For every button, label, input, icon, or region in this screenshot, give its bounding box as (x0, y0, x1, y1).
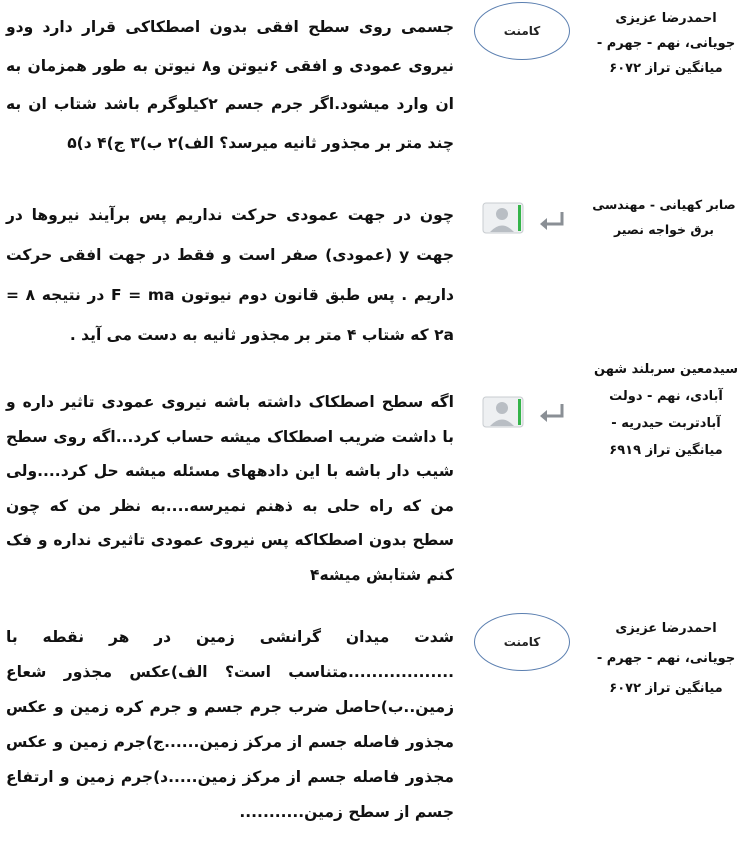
comment-text: چون در جهت عمودی حرکت نداریم پس برآیند نیروها در جهت y (عمودی) صفر است و فقط در جهت افقی حرکت داریم . پس طبق قانون دوم نیوتون F = ma در نتیجه ۸ = ۲a که شتاب ۴ متر بر مجذور ثانیه به دست می آید . (6, 206, 454, 344)
comment-text: جسمی روی سطح افقی بدون اصطکاکی قرار دارد ودو نیروی عمودی و افقی ۶نیوتن و۸ نیوتن به طور همزمان به ان وارد میشود.اگر جرم جسم ۲کیلوگرم باشد شتاب ان به چند متر بر مجذور ثانیه میرسد؟ الف)۲ ب)۳ ج)۴ د)۵ (6, 18, 454, 152)
comment-button[interactable]: کامنت (474, 2, 570, 60)
comment-author: احمدرضا عزیزی جویانی، نهم - جهرم - میانگین تراز ۶۰۷۲ (596, 11, 736, 76)
user-avatar-icon[interactable] (482, 396, 524, 428)
comment-author: صابر کهیانی - مهندسی برق خواجه نصیر (592, 197, 736, 237)
reply-arrow-icon[interactable] (536, 210, 566, 232)
comment-text: شدت میدان گرانشی زمین در هر نقطه با ..................متناسب است؟ الف)عکس مجذور شعاع زمین..ب)حاصل ضرب جرم جسم و جرم کره زمین و عکس مجذور فاصله جسم از مرکز زمین......ج)جرم زمین و عکس مجذور فاصله جسم از مرکز زمین.....د)جرم زمین و ارتفاع جسم از سطح زمین........... (6, 628, 454, 821)
comment-button[interactable]: کامنت (474, 613, 570, 671)
comment-author: سیدمعین سربلند شهن آبادی، نهم - دولت آبادتربت حیدریه - میانگین تراز ۶۹۱۹ (594, 362, 738, 458)
comment-author: احمدرضا عزیزی جویانی، نهم - جهرم - میانگین تراز ۶۰۷۲ (596, 621, 736, 696)
reply-arrow-icon[interactable] (536, 402, 566, 424)
comment-text: اگه سطح اصطکاک داشته باشه نیروی عمودی تاثیر داره و با داشت ضریب اصطکاک میشه حساب کرد...اگه روی سطح شیب دار باشه با این دادههای مسئله میشه حل کرد....ولی من که راه حلی به ذهنم نمیرسه....به نظر من که چون سطح بدون اصطکاکه پس نیروی عمودی تاثیری نداره و فک کنم شتابش میشه۴ (6, 393, 454, 584)
user-avatar-icon[interactable] (482, 202, 524, 234)
